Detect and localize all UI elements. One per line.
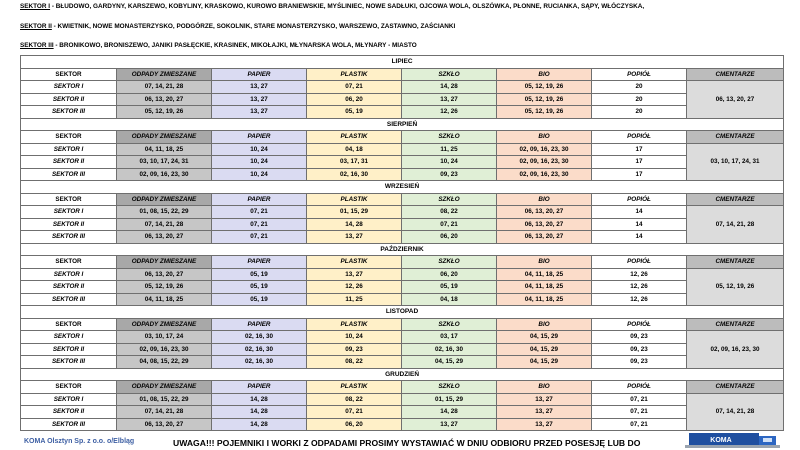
cemetery-dates-cell: 05, 12, 19, 26 xyxy=(687,268,784,306)
date-cell: 12, 26 xyxy=(592,293,687,306)
date-cell: 14, 28 xyxy=(212,393,307,406)
table-row xyxy=(21,268,784,281)
sector-label: SEKTOR III xyxy=(21,356,117,369)
month-title: GRUDZIEŃ xyxy=(21,368,784,381)
date-cell: 02, 09, 16, 23, 30 xyxy=(497,168,592,181)
date-cell: 04, 18 xyxy=(402,293,497,306)
column-header: ODPADY ZMIESZANE xyxy=(117,131,212,144)
column-header: BIO xyxy=(497,256,592,269)
date-cell: 04, 11, 18, 25 xyxy=(497,268,592,281)
column-header: PLASTIK xyxy=(307,193,402,206)
column-header: ODPADY ZMIESZANE xyxy=(117,193,212,206)
table-row xyxy=(21,293,784,306)
date-cell: 02, 16, 30 xyxy=(212,331,307,344)
column-header-row xyxy=(21,381,784,394)
column-header: ODPADY ZMIESZANE xyxy=(117,318,212,331)
date-cell: 03, 17, 31 xyxy=(307,156,402,169)
date-cell: 10, 24 xyxy=(212,156,307,169)
column-header: PLASTIK xyxy=(307,318,402,331)
column-header-row xyxy=(21,131,784,144)
column-header: ODPADY ZMIESZANE xyxy=(117,68,212,81)
date-cell: 07, 14, 21, 28 xyxy=(117,218,212,231)
month-title: LISTOPAD xyxy=(21,306,784,319)
date-cell: 05, 19 xyxy=(307,106,402,119)
column-header: ODPADY ZMIESZANE xyxy=(117,256,212,269)
sector-label: SEKTOR I xyxy=(21,143,117,156)
date-cell: 05, 12, 19, 26 xyxy=(117,281,212,294)
table-row xyxy=(21,218,784,231)
table-row xyxy=(21,143,784,156)
sector-legend xyxy=(20,2,790,61)
date-cell: 10, 24 xyxy=(212,143,307,156)
company-name: KOMA Olsztyn Sp. z o.o. o/Elbląg xyxy=(24,438,135,445)
column-header: PLASTIK xyxy=(307,131,402,144)
date-cell: 05, 19 xyxy=(212,268,307,281)
column-header-row xyxy=(21,318,784,331)
sector-label: SEKTOR II xyxy=(21,218,117,231)
date-cell: 02, 09, 16, 23, 30 xyxy=(497,156,592,169)
column-header: PLASTIK xyxy=(307,256,402,269)
date-cell: 17 xyxy=(592,143,687,156)
table-row xyxy=(21,343,784,356)
date-cell: 13, 27 xyxy=(497,406,592,419)
date-cell: 05, 12, 19, 26 xyxy=(497,81,592,94)
date-cell: 05, 12, 19, 26 xyxy=(497,106,592,119)
date-cell: 10, 24 xyxy=(212,168,307,181)
column-header: POPIÓŁ xyxy=(592,381,687,394)
month-row xyxy=(21,118,784,131)
date-cell: 04, 18 xyxy=(307,143,402,156)
date-cell: 02, 16, 30 xyxy=(212,343,307,356)
garbage-truck-logo xyxy=(685,430,780,450)
column-header: PAPIER xyxy=(212,256,307,269)
date-cell: 20 xyxy=(592,81,687,94)
date-cell: 01, 15, 29 xyxy=(402,393,497,406)
date-cell: 14 xyxy=(592,206,687,219)
column-header: POPIÓŁ xyxy=(592,68,687,81)
date-cell: 01, 08, 15, 22, 29 xyxy=(117,206,212,219)
sector-label: SEKTOR II xyxy=(21,406,117,419)
sector-label: SEKTOR III xyxy=(21,418,117,431)
date-cell: 13, 27 xyxy=(307,231,402,244)
column-header: SZKŁO xyxy=(402,68,497,81)
collection-schedule-table xyxy=(20,55,784,431)
date-cell: 13, 27 xyxy=(402,418,497,431)
column-header: BIO xyxy=(497,193,592,206)
date-cell: 11, 25 xyxy=(307,293,402,306)
date-cell: 20 xyxy=(592,93,687,106)
sector-label: SEKTOR II xyxy=(21,156,117,169)
date-cell: 03, 10, 17, 24 xyxy=(117,331,212,344)
date-cell: 10, 24 xyxy=(307,331,402,344)
column-header: SEKTOR xyxy=(21,193,117,206)
warning-note: UWAGA!!! POJEMNIKI I WORKI Z ODPADAMI PROSIMY WYSTAWIAĆ W DNIU ODBIORU PRZED POSESJĘ LUB DO xyxy=(173,438,641,448)
sector-label: SEKTOR III xyxy=(21,168,117,181)
date-cell: 06, 13, 20, 27 xyxy=(117,418,212,431)
date-cell: 13, 27 xyxy=(497,418,592,431)
column-header: CMENTARZE xyxy=(687,68,784,81)
column-header: SZKŁO xyxy=(402,193,497,206)
table-row xyxy=(21,418,784,431)
sector-localities: - BRONIKOWO, BRONISZEWO, JANIKI PASŁĘCKIE, KRASINEK, MIKOŁAJKI, MŁYNARSKA WOLA, MŁYNARY - MIASTO xyxy=(53,42,417,49)
date-cell: 04, 15, 29 xyxy=(497,331,592,344)
date-cell: 13, 27 xyxy=(212,93,307,106)
column-header: CMENTARZE xyxy=(687,381,784,394)
column-header: SEKTOR xyxy=(21,131,117,144)
month-row xyxy=(21,181,784,194)
date-cell: 07, 14, 21, 28 xyxy=(117,81,212,94)
date-cell: 07, 21 xyxy=(307,406,402,419)
month-row xyxy=(21,368,784,381)
date-cell: 09, 23 xyxy=(592,331,687,344)
sector-label: SEKTOR I xyxy=(21,206,117,219)
date-cell: 02, 16, 30 xyxy=(402,343,497,356)
table-row xyxy=(21,168,784,181)
date-cell: 07, 14, 21, 28 xyxy=(117,406,212,419)
date-cell: 02, 09, 16, 23, 30 xyxy=(117,343,212,356)
column-header: SZKŁO xyxy=(402,131,497,144)
cemetery-dates-cell: 07, 14, 21, 28 xyxy=(687,393,784,431)
column-header: SEKTOR xyxy=(21,381,117,394)
date-cell: 14, 28 xyxy=(402,406,497,419)
date-cell: 04, 15, 29 xyxy=(497,343,592,356)
column-header: BIO xyxy=(497,68,592,81)
date-cell: 02, 09, 16, 23, 30 xyxy=(117,168,212,181)
date-cell: 17 xyxy=(592,156,687,169)
date-cell: 07, 21 xyxy=(212,218,307,231)
column-header: PLASTIK xyxy=(307,68,402,81)
column-header: PAPIER xyxy=(212,193,307,206)
sector-label: SEKTOR III xyxy=(21,106,117,119)
date-cell: 04, 08, 15, 22, 29 xyxy=(117,356,212,369)
date-cell: 06, 20 xyxy=(307,418,402,431)
sector-line xyxy=(20,2,790,12)
date-cell: 01, 15, 29 xyxy=(307,206,402,219)
month-row xyxy=(21,306,784,319)
date-cell: 08, 22 xyxy=(307,393,402,406)
date-cell: 04, 11, 18, 25 xyxy=(497,293,592,306)
column-header-row xyxy=(21,68,784,81)
date-cell: 10, 24 xyxy=(402,156,497,169)
sector-label: SEKTOR II xyxy=(21,93,117,106)
sector-name: SEKTOR III xyxy=(20,42,54,49)
column-header: SZKŁO xyxy=(402,381,497,394)
date-cell: 14, 28 xyxy=(212,418,307,431)
date-cell: 04, 11, 18, 25 xyxy=(117,293,212,306)
date-cell: 12, 26 xyxy=(402,106,497,119)
column-header: ODPADY ZMIESZANE xyxy=(117,381,212,394)
date-cell: 14, 28 xyxy=(307,218,402,231)
column-header: SZKŁO xyxy=(402,256,497,269)
column-header: SEKTOR xyxy=(21,256,117,269)
column-header: SEKTOR xyxy=(21,68,117,81)
date-cell: 04, 15, 29 xyxy=(497,356,592,369)
column-header: PAPIER xyxy=(212,68,307,81)
table-row xyxy=(21,106,784,119)
sector-label: SEKTOR III xyxy=(21,231,117,244)
date-cell: 07, 21 xyxy=(592,406,687,419)
date-cell: 06, 13, 20, 27 xyxy=(497,218,592,231)
date-cell: 07, 21 xyxy=(592,418,687,431)
date-cell: 06, 13, 20, 27 xyxy=(117,268,212,281)
column-header: CMENTARZE xyxy=(687,256,784,269)
date-cell: 06, 20 xyxy=(402,268,497,281)
column-header: PAPIER xyxy=(212,318,307,331)
table-row xyxy=(21,206,784,219)
date-cell: 13, 27 xyxy=(212,81,307,94)
table-row xyxy=(21,356,784,369)
date-cell: 03, 17 xyxy=(402,331,497,344)
sector-name: SEKTOR II xyxy=(20,22,52,30)
date-cell: 07, 21 xyxy=(402,218,497,231)
date-cell: 06, 20 xyxy=(402,231,497,244)
sector-localities: - KWIETNIK, NOWE MONASTERZYSKO, PODGÓRZE, SOKOLNIK, STARE MONASTERZYSKO, WARSZEWO, ZASTAWNO, ZAŚCIANKI xyxy=(51,22,456,30)
date-cell: 07, 21 xyxy=(212,206,307,219)
column-header: POPIÓŁ xyxy=(592,256,687,269)
date-cell: 02, 16, 30 xyxy=(307,168,402,181)
column-header-row xyxy=(21,256,784,269)
column-header: BIO xyxy=(497,381,592,394)
date-cell: 09, 23 xyxy=(402,168,497,181)
column-header: POPIÓŁ xyxy=(592,193,687,206)
date-cell: 05, 12, 19, 26 xyxy=(497,93,592,106)
date-cell: 08, 22 xyxy=(307,356,402,369)
date-cell: 20 xyxy=(592,106,687,119)
cemetery-dates-cell: 02, 09, 16, 23, 30 xyxy=(687,331,784,369)
column-header: POPIÓŁ xyxy=(592,131,687,144)
date-cell: 14, 28 xyxy=(212,406,307,419)
table-row xyxy=(21,156,784,169)
sector-label: SEKTOR I xyxy=(21,393,117,406)
date-cell: 05, 19 xyxy=(212,281,307,294)
sector-label: SEKTOR II xyxy=(21,281,117,294)
column-header: SZKŁO xyxy=(402,318,497,331)
date-cell: 13, 27 xyxy=(497,393,592,406)
column-header: BIO xyxy=(497,131,592,144)
column-header: SEKTOR xyxy=(21,318,117,331)
column-header: PAPIER xyxy=(212,131,307,144)
table-row xyxy=(21,393,784,406)
date-cell: 13, 27 xyxy=(402,93,497,106)
sector-name: SEKTOR I xyxy=(20,3,51,10)
date-cell: 05, 19 xyxy=(402,281,497,294)
table-row xyxy=(21,406,784,419)
date-cell: 02, 16, 30 xyxy=(212,356,307,369)
sector-label: SEKTOR I xyxy=(21,268,117,281)
column-header: PLASTIK xyxy=(307,381,402,394)
table-row xyxy=(21,81,784,94)
date-cell: 09, 23 xyxy=(592,356,687,369)
date-cell: 17 xyxy=(592,168,687,181)
date-cell: 13, 27 xyxy=(307,268,402,281)
sector-localities: - BŁUDOWO, GARDYNY, KARSZEWO, KOBYLINY, KRASKOWO, KUROWO BRANIEWSKIE, MYŚLINIEC, NOWE SADŁUKI, OJCOWA WOLA, OLSZÓWKA, PŁONNE, RUCIANKA, SĄPY, WŁÓCZYSKA, xyxy=(50,3,645,10)
column-header: BIO xyxy=(497,318,592,331)
date-cell: 08, 22 xyxy=(402,206,497,219)
column-header: CMENTARZE xyxy=(687,318,784,331)
date-cell: 14 xyxy=(592,231,687,244)
column-header-row xyxy=(21,193,784,206)
date-cell: 06, 13, 20, 27 xyxy=(117,231,212,244)
date-cell: 05, 19 xyxy=(212,293,307,306)
date-cell: 07, 21 xyxy=(592,393,687,406)
month-title: WRZESIEŃ xyxy=(21,181,784,194)
date-cell: 06, 13, 20, 27 xyxy=(497,231,592,244)
cemetery-dates-cell: 07, 14, 21, 28 xyxy=(687,206,784,244)
column-header: PAPIER xyxy=(212,381,307,394)
table-row xyxy=(21,231,784,244)
month-title: LIPIEC xyxy=(21,56,784,69)
date-cell: 03, 10, 17, 24, 31 xyxy=(117,156,212,169)
date-cell: 14 xyxy=(592,218,687,231)
sector-line xyxy=(20,41,790,51)
column-header: CMENTARZE xyxy=(687,131,784,144)
date-cell: 04, 11, 18, 25 xyxy=(497,281,592,294)
date-cell: 13, 27 xyxy=(212,106,307,119)
sector-label: SEKTOR III xyxy=(21,293,117,306)
date-cell: 06, 13, 20, 27 xyxy=(117,93,212,106)
month-title: SIERPIEŃ xyxy=(21,118,784,131)
date-cell: 12, 26 xyxy=(307,281,402,294)
sector-label: SEKTOR II xyxy=(21,343,117,356)
date-cell: 12, 26 xyxy=(592,281,687,294)
date-cell: 05, 12, 19, 26 xyxy=(117,106,212,119)
cemetery-dates-cell: 06, 13, 20, 27 xyxy=(687,81,784,119)
date-cell: 01, 08, 15, 22, 29 xyxy=(117,393,212,406)
date-cell: 06, 20 xyxy=(307,93,402,106)
date-cell: 14, 28 xyxy=(402,81,497,94)
sector-label: SEKTOR I xyxy=(21,81,117,94)
date-cell: 06, 13, 20, 27 xyxy=(497,206,592,219)
date-cell: 09, 23 xyxy=(307,343,402,356)
column-header: POPIÓŁ xyxy=(592,318,687,331)
table-row xyxy=(21,93,784,106)
date-cell: 09, 23 xyxy=(592,343,687,356)
date-cell: 11, 25 xyxy=(402,143,497,156)
month-row xyxy=(21,56,784,69)
table-row xyxy=(21,281,784,294)
sector-label: SEKTOR I xyxy=(21,331,117,344)
date-cell: 12, 26 xyxy=(592,268,687,281)
cemetery-dates-cell: 03, 10, 17, 24, 31 xyxy=(687,143,784,181)
sector-line xyxy=(20,22,790,32)
date-cell: 04, 11, 18, 25 xyxy=(117,143,212,156)
date-cell: 07, 21 xyxy=(212,231,307,244)
month-title: PAŹDZIERNIK xyxy=(21,243,784,256)
date-cell: 07, 21 xyxy=(307,81,402,94)
month-row xyxy=(21,243,784,256)
column-header: CMENTARZE xyxy=(687,193,784,206)
date-cell: 02, 09, 16, 23, 30 xyxy=(497,143,592,156)
date-cell: 04, 15, 29 xyxy=(402,356,497,369)
logo-text: KOMA xyxy=(710,437,732,444)
table-row xyxy=(21,331,784,344)
